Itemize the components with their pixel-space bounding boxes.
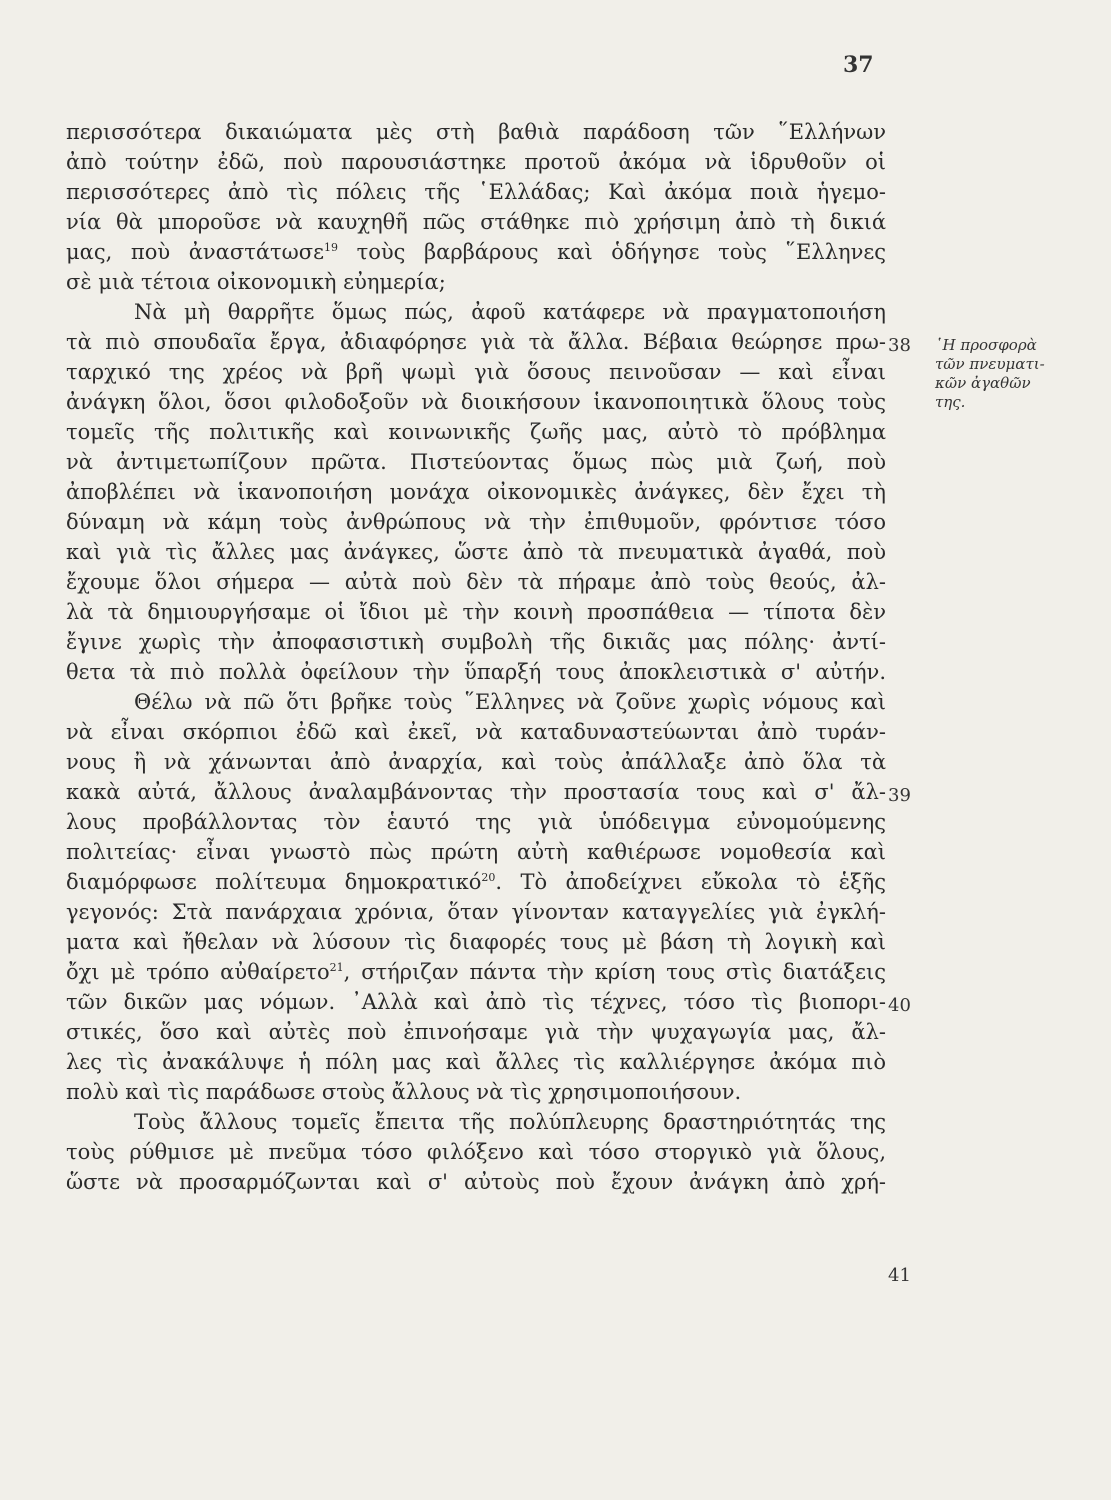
section-number-40: 40 <box>888 995 911 1016</box>
sidenote-line: της. <box>935 393 966 411</box>
text-line: θετα τὰ πιὸ πολλὰ ὀφείλουν τὴν ὕπαρξή τους ἀποκλειστικὰ σ' αὐτήν. <box>66 660 886 684</box>
text-line: ὥστε νὰ προσαρμόζωνται καὶ σ' αὐτοὺς ποὺ ἔχουν ἀνάγκη ἀπὸ χρή- <box>66 1170 886 1194</box>
text-line: λὰ τὰ δημιουργήσαμε οἱ ἴδιοι μὲ τὴν κοινὴ προσπάθεια — τίποτα δὲν <box>66 600 886 624</box>
text-fragment: διαμόρφωσε πολίτευμα δημοκρατικό <box>66 870 482 894</box>
text-line: Τοὺς ἄλλους τομεῖς ἔπειτα τῆς πολύπλευρης δραστηριότητάς της <box>134 1110 886 1134</box>
text-line: πολιτείας· εἶναι γνωστὸ πὼς πρώτη αὐτὴ καθιέρωσε νομοθεσία καὶ <box>66 840 886 864</box>
text-line: κακὰ αὐτά, ἄλλους ἀναλαμβάνοντας τὴν προστασία τους καὶ σ' ἄλ- <box>66 780 886 804</box>
text-line: ματα καὶ ἤθελαν νὰ λύσουν τὶς διαφορές τους μὲ βάση τὴ λογικὴ καὶ <box>66 930 886 954</box>
text-line: καὶ γιὰ τὶς ἄλλες μας ἀνάγκες, ὥστε ἀπὸ τὰ πνευματικὰ ἀγαθά, ποὺ <box>66 540 886 564</box>
page-number: 37 <box>843 52 874 78</box>
text-line: τῶν δικῶν μας νόμων. ᾿Αλλὰ καὶ ἀπὸ τὶς τέχνες, τόσο τὶς βιοπορι- <box>66 990 886 1014</box>
text-line <box>66 957 886 987</box>
text-line: ταρχικό της χρέος νὰ βρῆ ψωμὶ γιὰ ὅσους πεινοῦσαν — καὶ εἶναι <box>66 360 886 384</box>
text-line: ἀποβλέπει νὰ ἱκανοποιήση μονάχα οἰκονομικὲς ἀνάγκες, δὲν ἔχει τὴ <box>66 480 886 504</box>
text-fragment: ὄχι μὲ τρόπο αὐθαίρετο <box>66 960 330 984</box>
text-line: στικές, ὅσο καὶ αὐτὲς ποὺ ἐπινοήσαμε γιὰ τὴν ψυχαγωγία μας, ἄλ- <box>66 1020 886 1044</box>
text-line: λους προβάλλοντας τὸν ἑαυτό της γιὰ ὑπόδειγμα εὐνομούμενης <box>66 810 886 834</box>
text-line: νὰ ἀντιμετωπίζουν πρῶτα. Πιστεύοντας ὅμως πὼς μιὰ ζωή, ποὺ <box>66 450 886 474</box>
text-line: πολὺ καὶ τὶς παράδωσε στοὺς ἄλλους νὰ τὶς χρησιμοποιήσουν. <box>66 1080 742 1104</box>
text-line: σὲ μιὰ τέτοια οἰκονομικὴ εὐημερία; <box>66 270 446 294</box>
text-line: τοὺς ρύθμισε μὲ πνεῦμα τόσο φιλόξενο καὶ τόσο στοργικὸ γιὰ ὅλους, <box>66 1140 886 1164</box>
footnote-ref: 21 <box>329 961 344 974</box>
text-line: γεγονός: Στὰ πανάρχαια χρόνια, ὅταν γίνονταν καταγγελίες γιὰ ἐγκλή- <box>66 900 886 924</box>
text-line: τομεῖς τῆς πολιτικῆς καὶ κοινωνικῆς ζωῆς μας, αὐτὸ τὸ πρόβλημα <box>66 420 886 444</box>
footnote-ref: 20 <box>481 871 496 884</box>
text-line: δύναμη νὰ κάμη τοὺς ἀνθρώπους νὰ τὴν ἐπιθυμοῦν, φρόντισε τόσο <box>66 510 886 534</box>
text-line <box>66 867 886 897</box>
text-line: ἔχουμε ὅλοι σήμερα — αὐτὰ ποὺ δὲν τὰ πήραμε ἀπὸ τοὺς θεούς, ἀλ- <box>66 570 886 594</box>
text-line <box>66 237 886 267</box>
sidenote-line: ῾Η προσφορὰ <box>935 336 1037 354</box>
text-fragment: , στήριζαν πάντα τὴν κρίση τους στὶς διατάξεις <box>343 960 886 984</box>
text-line: νὰ εἶναι σκόρπιοι ἐδῶ καὶ ἐκεῖ, νὰ καταδυναστεύωνται ἀπὸ τυράν- <box>66 720 886 744</box>
text-line: λες τὶς ἀνακάλυψε ἡ πόλη μας καὶ ἄλλες τὶς καλλιέργησε ἀκόμα πιὸ <box>66 1050 886 1074</box>
body-text <box>66 117 886 1197</box>
section-number-38: 38 <box>888 335 911 356</box>
section-number-41: 41 <box>888 1265 911 1286</box>
text-fragment: τοὺς βαρβάρους καὶ ὁδήγησε τοὺς ῞Ελληνες <box>337 240 886 264</box>
footnote-ref: 19 <box>323 241 338 254</box>
text-line: περισσότερα δικαιώματα μὲς στὴ βαθιὰ παράδοση τῶν ῞Ελλήνων <box>66 120 886 144</box>
text-fragment: μας, ποὺ ἀναστάτωσε <box>66 240 324 264</box>
text-line: ἔγινε χωρὶς τὴν ἀποφασιστικὴ συμβολὴ τῆς δικιᾶς μας πόλης· ἀντί- <box>66 630 886 654</box>
text-line: Θέλω νὰ πῶ ὅτι βρῆκε τοὺς ῞Ελληνες νὰ ζοῦνε χωρὶς νόμους καὶ <box>134 690 886 714</box>
sidenote-line: κῶν ἀγαθῶν <box>935 374 1031 392</box>
text-line: νους ἢ νὰ χάνωνται ἀπὸ ἀναρχία, καὶ τοὺς ἀπάλλαξε ἀπὸ ὅλα τὰ <box>66 750 886 774</box>
text-line: περισσότερες ἀπὸ τὶς πόλεις τῆς ῾Ελλάδας; Καὶ ἀκόμα ποιὰ ἡγεμο- <box>66 180 886 204</box>
sidenote-line: τῶν πνευματι- <box>935 355 1045 373</box>
text-line: τὰ πιὸ σπουδαῖα ἔργα, ἀδιαφόρησε γιὰ τὰ ἄλλα. Βέβαια θεώρησε πρω- <box>66 330 886 354</box>
text-line: νία θὰ μποροῦσε νὰ καυχηθῆ πῶς στάθηκε πιὸ χρήσιμη ἀπὸ τὴ δικιά <box>66 210 886 234</box>
text-line: Νὰ μὴ θαρρῆτε ὅμως πώς, ἀφοῦ κατάφερε νὰ πραγματοποιήση <box>134 300 886 324</box>
margin-sidenote <box>935 336 1075 412</box>
text-fragment: . Τὸ ἀποδείχνει εὔκολα τὸ ἑξῆς <box>495 870 886 894</box>
section-number-39: 39 <box>888 785 911 806</box>
text-line: ἀνάγκη ὅλοι, ὅσοι φιλοδοξοῦν νὰ διοικήσουν ἱκανοποιητικὰ ὅλους τοὺς <box>66 390 886 414</box>
text-line: ἀπὸ τούτην ἐδῶ, ποὺ παρουσιάστηκε προτοῦ ἀκόμα νὰ ἱδρυθοῦν οἱ <box>66 150 886 174</box>
